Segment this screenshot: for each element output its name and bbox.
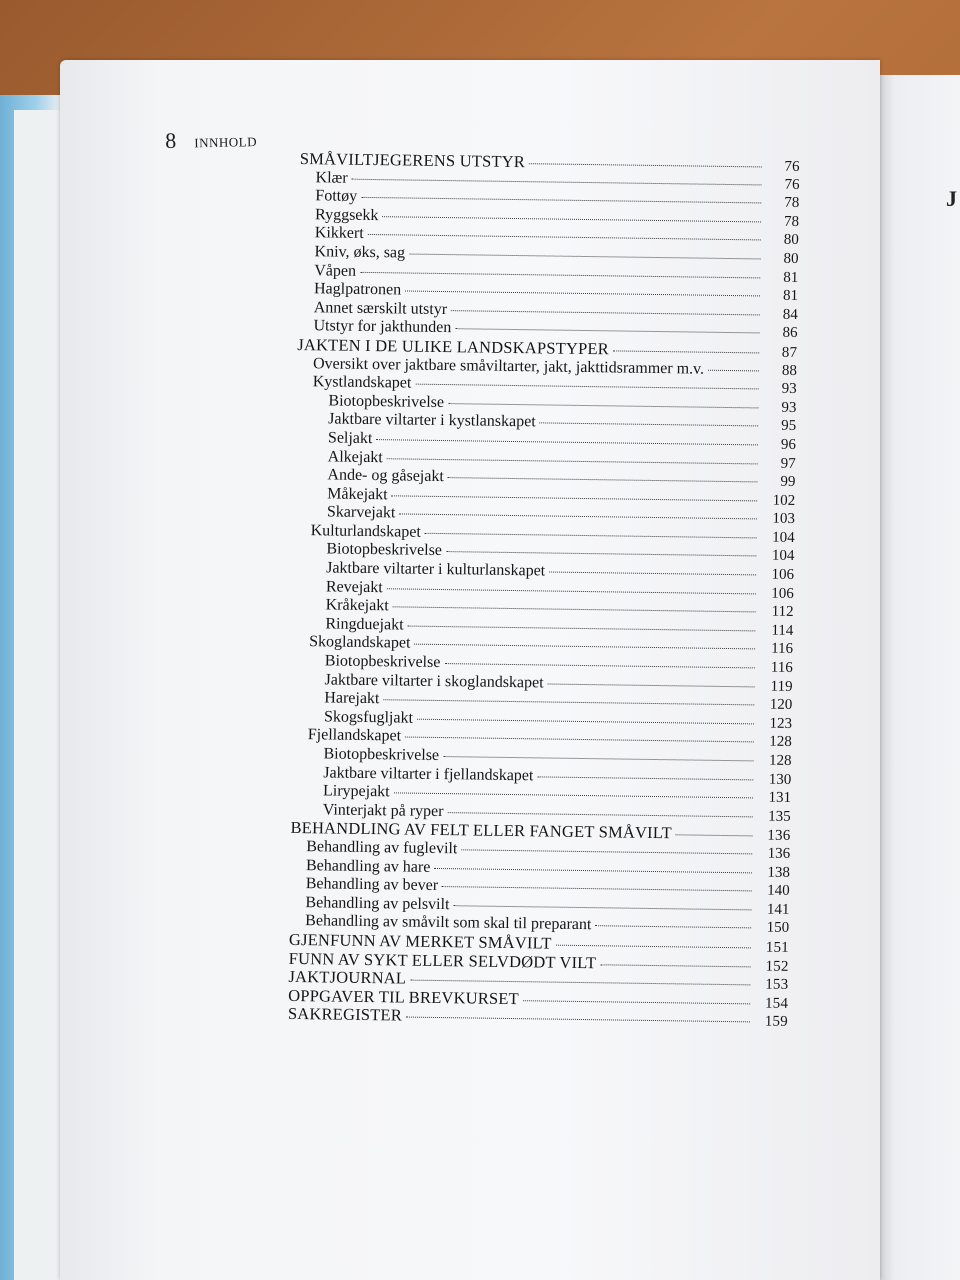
- toc-entry-label: Behandling av bever: [305, 875, 439, 895]
- toc-entry-page: 76: [784, 176, 800, 193]
- toc-entry-page: 136: [767, 845, 791, 862]
- dot-leader: [405, 733, 754, 743]
- toc-entry-page: 150: [766, 919, 790, 937]
- dot-leader: [405, 287, 760, 297]
- dot-leader: [708, 365, 759, 371]
- toc-entry-label: Ryggsekk: [314, 205, 379, 224]
- toc-entry-page: 159: [764, 1013, 788, 1031]
- dot-leader: [451, 306, 760, 315]
- toc-entry-label: Biotopbeskrivelse: [326, 540, 443, 560]
- toc-entry-page: 93: [781, 380, 797, 398]
- toc-entry-page: 128: [768, 752, 792, 769]
- toc-entry-page: 114: [771, 622, 794, 639]
- toc-entry-page: 130: [768, 771, 792, 788]
- dot-leader: [376, 435, 758, 445]
- dot-leader: [455, 325, 759, 334]
- toc-entry-label: Revejakt: [325, 578, 383, 596]
- toc-entry-page: 96: [780, 436, 797, 453]
- toc-entry-label: Ringduejakt: [325, 615, 404, 634]
- dot-leader: [361, 193, 761, 204]
- toc-entry-page: 78: [784, 194, 800, 212]
- toc-entry-label: Kulturlandskapet: [310, 522, 421, 541]
- toc-entry-label: Våpen: [314, 261, 357, 280]
- toc-entry-page: 154: [764, 995, 789, 1012]
- dot-leader: [387, 584, 756, 594]
- toc-entry-page: 116: [771, 641, 794, 658]
- dot-leader: [676, 831, 753, 837]
- toc-entry-label: BEHANDLING AV FELT ELLER FANGET SMÅVILT: [290, 818, 673, 843]
- toc-entry-page: 103: [772, 510, 796, 528]
- toc-entry-page: 116: [770, 659, 793, 676]
- toc-entry-page: 128: [769, 734, 792, 751]
- toc-entry-label: Biotopbeskrivelse: [323, 745, 440, 765]
- toc-entry-label: OPPGAVER TIL BREVKURSET: [288, 985, 520, 1008]
- dot-leader: [387, 454, 758, 464]
- dot-leader: [415, 380, 758, 390]
- toc-entry-page: 135: [768, 808, 791, 825]
- toc-entry-page: 140: [767, 882, 790, 900]
- toc-entry-label: Ande- og gåsejakt: [327, 466, 444, 486]
- toc-entry-page: 104: [772, 529, 795, 546]
- toc-entry-label: SMÅVILTJEGERENS UTSTYR: [299, 149, 526, 172]
- dot-leader: [613, 346, 759, 353]
- toc-entry-label: Biotopbeskrivelse: [324, 652, 441, 672]
- dot-leader: [434, 864, 752, 873]
- toc-entry-page: 81: [783, 269, 799, 286]
- toc-entry-label: Kråkejakt: [325, 596, 389, 615]
- toc-entry-page: 84: [782, 306, 798, 323]
- dot-leader: [408, 621, 756, 631]
- dot-leader: [540, 419, 759, 427]
- toc-entry-page: 131: [768, 789, 792, 807]
- toc-entry-page: 119: [770, 678, 793, 695]
- book-cover-inner: [14, 110, 62, 1280]
- toc-entry-label: JAKTEN I DE ULIKE LANDSKAPSTYPER: [297, 334, 610, 359]
- facing-page: [878, 75, 960, 1280]
- toc-entry-page: 76: [784, 158, 800, 175]
- dot-leader: [399, 510, 757, 520]
- toc-entry-label: Jaktbare viltarter i kystlanskapet: [328, 410, 536, 431]
- dot-leader: [461, 845, 752, 854]
- toc-entry-label: Fottøy: [315, 187, 358, 205]
- toc-entry-page: 88: [781, 362, 798, 379]
- toc-entry-label: FUNN AV SYKT ELLER SELVDØDT VILT: [288, 948, 597, 972]
- toc-entry-label: Behandling av småvilt som skal til preparant: [305, 912, 592, 934]
- dot-leader: [382, 212, 761, 222]
- toc-entry-label: Haglpatronen: [313, 280, 402, 299]
- dot-leader: [425, 529, 757, 539]
- toc-entry-page: 141: [766, 901, 790, 918]
- toc-entry-label: Biotopbeskrivelse: [328, 392, 445, 411]
- toc-entry-page: 80: [783, 250, 799, 267]
- toc-entry-label: Annet særskilt utstyr: [313, 298, 448, 318]
- toc-entry-label: Kystlandskapet: [312, 373, 412, 392]
- toc-entry-label: Behandling av pelsvilt: [305, 893, 450, 913]
- dot-leader: [383, 695, 754, 705]
- toc-entry-page: 120: [769, 696, 793, 714]
- toc-entry-label: SAKREGISTER: [287, 1004, 403, 1025]
- dot-leader: [446, 548, 756, 557]
- toc-entry-label: JAKTJOURNAL: [288, 967, 407, 988]
- dot-leader: [393, 603, 756, 613]
- dot-leader: [442, 882, 752, 891]
- dot-leader: [410, 976, 750, 986]
- dot-leader: [414, 640, 755, 650]
- toc-entry-label: Skogsfugljakt: [323, 708, 414, 727]
- toc-entry-label: Skoglandskapet: [309, 633, 411, 653]
- toc-entry-label: Jaktbare viltarter i fjellandskapet: [323, 763, 534, 784]
- table-of-contents: [288, 150, 800, 1031]
- dot-leader: [448, 399, 758, 408]
- dot-leader: [352, 174, 762, 185]
- toc-entry-page: 97: [780, 455, 796, 472]
- dot-leader: [448, 808, 753, 817]
- dot-leader: [537, 772, 753, 780]
- toc-entry-label: Alkejakt: [327, 447, 383, 466]
- dot-leader: [368, 230, 761, 240]
- facing-page-letter: J: [946, 186, 957, 211]
- dot-leader: [448, 473, 758, 482]
- toc-entry-label: Utstyr for jakthunden: [313, 317, 452, 337]
- toc-entry-page: 99: [780, 473, 796, 491]
- toc-entry-label: Seljakt: [327, 429, 373, 447]
- dot-leader: [409, 250, 761, 260]
- toc-entry-page: 80: [783, 232, 799, 249]
- toc-entry-page: 136: [767, 827, 791, 845]
- toc-entry-page: 151: [765, 939, 790, 956]
- toc-entry-label: Behandling av fuglevilt: [306, 838, 458, 858]
- toc-entry-page: 86: [782, 325, 798, 342]
- dot-leader: [406, 1013, 750, 1023]
- toc-entry-label: Jaktbare viltarter i kulturlanskapet: [326, 559, 546, 580]
- page-number: 8: [165, 127, 177, 153]
- dot-leader: [360, 267, 760, 278]
- toc-entry-label: Oversikt over jaktbare småviltarter, jakt, jakttidsrammer m.v.: [312, 354, 705, 378]
- toc-entry-label: Klær: [315, 168, 348, 187]
- page-header-title: INNHOLD: [194, 134, 258, 151]
- page-header: [165, 126, 257, 154]
- dot-leader: [523, 996, 750, 1004]
- toc-entry-page: 153: [765, 976, 789, 994]
- dot-leader: [548, 679, 755, 687]
- toc-entry-page: 93: [781, 399, 797, 416]
- toc-entry-label: Lirypejakt: [322, 782, 390, 801]
- dot-leader: [443, 752, 753, 761]
- toc-entry-label: Vinterjakt på ryper: [322, 801, 444, 820]
- toc-entry-page: 81: [782, 287, 799, 305]
- toc-entry-page: 106: [771, 585, 794, 602]
- dot-leader: [453, 901, 751, 910]
- toc-entry-label: Kniv, øks, sag: [314, 243, 406, 262]
- toc-entry-page: 123: [769, 715, 793, 732]
- toc-entry-page: 152: [765, 958, 789, 975]
- dot-leader: [444, 659, 754, 668]
- toc-entry-page: 102: [772, 492, 796, 509]
- toc-entry-label: Jaktbare viltarter i skoglandskapet: [324, 671, 544, 692]
- toc-entry-label: GJENFUNN AV MERKET SMÅVILT: [288, 929, 552, 953]
- toc-entry-page: 78: [783, 213, 800, 230]
- toc-entry-page: 138: [767, 864, 791, 881]
- toc-entry-page: 112: [771, 603, 794, 621]
- toc-entry-page: 95: [781, 418, 797, 435]
- toc-entry-page: 106: [771, 566, 795, 584]
- dot-leader: [392, 491, 758, 501]
- toc-entry-label: Måkejakt: [327, 485, 388, 503]
- dot-leader: [529, 159, 762, 167]
- dot-leader: [556, 941, 751, 949]
- dot-leader: [600, 960, 750, 967]
- toc-entry-label: Harejakt: [324, 689, 380, 708]
- toc-entry-label: Kikkert: [314, 224, 364, 243]
- toc-entry-label: Skarvejakt: [326, 503, 396, 522]
- dot-leader: [394, 789, 753, 799]
- toc-entry-page: 87: [781, 344, 798, 361]
- dot-leader: [595, 922, 751, 929]
- dot-leader: [549, 568, 756, 576]
- toc-entry-label: Behandling av hare: [305, 856, 431, 876]
- toc-entry-page: 104: [771, 548, 795, 565]
- dot-leader: [417, 715, 754, 725]
- toc-entry-label: Fjellandskapet: [307, 726, 402, 745]
